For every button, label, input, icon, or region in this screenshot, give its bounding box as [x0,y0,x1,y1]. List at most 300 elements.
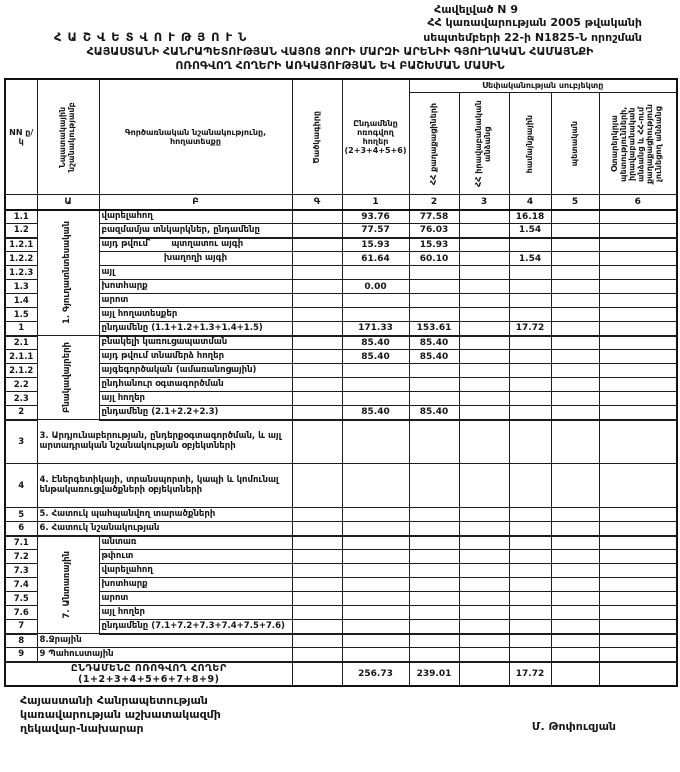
value-cell [599,378,677,392]
value-cell [551,336,599,350]
letter-cell: 5 [551,195,599,210]
value-cell [409,606,459,620]
value-cell [551,210,599,224]
row-label: այգեգործական (ամառանոցային) [99,364,292,378]
table-row [5,350,677,364]
value-cell [342,634,409,648]
table-row [5,308,677,322]
value-cell [509,336,551,350]
value-cell [599,266,677,280]
value-cell [551,634,599,648]
row-label: արոտ [99,294,292,308]
row-label: այլ հողեր [99,606,292,620]
value-cell: 0.00 [342,280,409,294]
appendix-label: Հավելված N 9 [434,3,518,16]
row-number: 2.1.2 [5,364,37,378]
value-cell [342,578,409,592]
value-cell [599,634,677,648]
code-cell [292,522,342,536]
value-cell [599,620,677,634]
row-number: 7.4 [5,578,37,592]
value-cell [509,266,551,280]
value-cell [459,224,509,238]
letter-cell: 2 [409,195,459,210]
section-label [37,336,99,420]
code-cell [292,592,342,606]
table-row [5,508,677,522]
row-label: բնակելի կառուցապատման [99,336,292,350]
value-cell: 1.54 [509,224,551,238]
row-number: 1.4 [5,294,37,308]
code-cell [292,648,342,662]
row-number: 1 [5,322,37,336]
code-cell [292,536,342,550]
value-cell [459,308,509,322]
value-cell [551,252,599,266]
value-cell [409,592,459,606]
value-cell: 60.10 [409,252,459,266]
value-cell [409,564,459,578]
row-number: 2.3 [5,392,37,406]
value-cell [459,350,509,364]
value-cell [551,620,599,634]
code-cell [292,578,342,592]
row-label: 4. Էներգետիկայի, տրանսպորտի, կապի և կոմունալ ենթակառուցվածքների օբյեկտների [37,464,292,508]
value-cell [459,336,509,350]
value-cell [459,522,509,536]
value-cell [599,238,677,252]
value-cell [342,266,409,280]
value-cell: 171.33 [342,322,409,336]
value-cell [551,294,599,308]
value-cell [409,294,459,308]
value-cell: 239.01 [409,662,459,686]
row-label: 8.Ջրային [37,634,292,648]
table-row [5,578,677,592]
value-cell [599,350,677,364]
value-cell [409,378,459,392]
col-header-code: Ծածկագիրը [292,79,342,195]
value-cell [599,364,677,378]
value-cell [459,536,509,550]
value-cell [459,606,509,620]
value-cell: 15.93 [409,238,459,252]
value-cell [551,266,599,280]
value-cell [459,322,509,336]
value-cell [342,392,409,406]
value-cell [409,266,459,280]
table-row [5,322,677,336]
column-letter-row [5,195,677,210]
value-cell [551,224,599,238]
row-number: 2.2 [5,378,37,392]
value-cell [459,280,509,294]
value-cell [459,252,509,266]
letter-cell: 3 [459,195,509,210]
code-cell [292,210,342,224]
table-row [5,210,677,224]
value-cell [459,420,509,464]
value-cell [509,536,551,550]
code-cell [292,336,342,350]
table-row [5,564,677,578]
row-number: 7.6 [5,606,37,620]
table-row [5,550,677,564]
signature-title: Հայաստանի Հանրապետության կառավարության աշխատակազմի ղեկավար-նախարար [20,693,221,736]
row-label: 5. Հատուկ պահպանվող տարածքների [37,508,292,522]
value-cell: 61.64 [342,252,409,266]
code-cell [292,224,342,238]
value-cell [459,364,509,378]
row-number: 1.2.2 [5,252,37,266]
value-cell: 77.57 [342,224,409,238]
value-cell [342,420,409,464]
value-cell [551,392,599,406]
row-label: այդ թվում՝ պտղատու այգի [99,238,292,252]
col-header-ownership-group: Սեփականության սուբյեկտը [409,79,677,93]
value-cell [459,294,509,308]
value-cell [599,252,677,266]
value-cell [459,578,509,592]
value-cell [599,406,677,420]
value-cell [551,508,599,522]
table-row [5,280,677,294]
value-cell [509,350,551,364]
col-header-owner-legal-entities: ՀՀ իրավաբանական անձանց [459,93,509,195]
row-label: այլ հողատեսքեր [99,308,292,322]
value-cell [599,648,677,662]
row-number: 9 [5,648,37,662]
code-cell [292,634,342,648]
code-cell [292,564,342,578]
value-cell: 85.40 [409,350,459,364]
row-label: 3. Արդյունաբերության, ընդերքօգտագործման, և այլ արտադրական նշանակության օբյեկտների [37,420,292,464]
value-cell [599,420,677,464]
col-header-owner-community: համայնքային [509,93,551,195]
code-cell [292,392,342,406]
row-number: 2.1 [5,336,37,350]
col-header-owner-foreign: Օտարերկրյա պետությունների, իրավաբանական անձանց և ՀՀ-ում քաղաքացիություն չունեցող անձանց [599,93,677,195]
value-cell [342,564,409,578]
letter-cell: Գ [292,195,342,210]
section-label [37,536,99,634]
row-number: 7.5 [5,592,37,606]
row-label: այլ [99,266,292,280]
table-row [5,336,677,350]
value-cell: 256.73 [342,662,409,686]
value-cell [509,294,551,308]
row-number: 3 [5,420,37,464]
row-number: 5 [5,508,37,522]
letter-cell: Բ [99,195,292,210]
code-cell [292,508,342,522]
value-cell [509,508,551,522]
row-number: 7.2 [5,550,37,564]
code-cell [292,606,342,620]
value-cell [459,378,509,392]
value-cell [509,238,551,252]
value-cell [409,364,459,378]
page-title [4,45,676,73]
value-cell [551,420,599,464]
value-cell [459,592,509,606]
letter-cell: 6 [599,195,677,210]
value-cell [509,308,551,322]
value-cell [409,620,459,634]
signatory-name: Մ. Թոփուզյան [531,720,616,734]
decision-line: սեպտեմբերի 22-ի N1825-Ն որոշման [423,30,642,44]
value-cell [551,536,599,550]
report-line [4,30,676,44]
table-row [5,592,677,606]
value-cell [409,464,459,508]
table-row [5,224,677,238]
row-label: ընդամենը (1.1+1.2+1.3+1.4+1.5) [99,322,292,336]
value-cell [509,634,551,648]
value-cell: 153.61 [409,322,459,336]
title-line-1: ՀԱՅԱՍՏԱՆԻ ՀԱՆՐԱՊԵՏՈՒԹՅԱՆ ՎԱՅՈՑ ՁՈՐԻ ՄԱՐԶԻ ԱՐԵՆԻԻ ԳՅՈՒՂԱԿԱՆ ՀԱՄԱՅՆՔԻ [86,45,594,59]
row-label: 6. Հատուկ նշանակության [37,522,292,536]
row-label: խոտհարք [99,578,292,592]
table-row [5,536,677,550]
row-label: արոտ [99,592,292,606]
value-cell [509,648,551,662]
value-cell [509,620,551,634]
value-cell [599,662,677,686]
value-cell [409,648,459,662]
row-number: 7.3 [5,564,37,578]
value-cell [551,662,599,686]
value-cell: 16.18 [509,210,551,224]
value-cell [551,322,599,336]
table-row [5,406,677,420]
value-cell: 85.40 [409,406,459,420]
grand-total-row [5,662,677,686]
value-cell [342,364,409,378]
table-row [5,606,677,620]
value-cell: 85.40 [409,336,459,350]
code-cell [292,464,342,508]
value-cell [409,536,459,550]
value-cell [342,294,409,308]
value-cell [599,592,677,606]
code-cell [292,406,342,420]
value-cell [551,378,599,392]
table-row [5,238,677,252]
code-cell [292,378,342,392]
title-line-2: ՈՌՈԳՎՈՂ ՀՈՂԵՐԻ ԱՌԿԱՅՈՒԹՅԱՆ ԵՎ ԲԱՇԽՄԱՆ ՄԱՍԻՆ [175,58,505,72]
value-cell [599,550,677,564]
row-number: 1.2 [5,224,37,238]
code-cell [292,252,342,266]
value-cell: 76.03 [409,224,459,238]
value-cell [551,550,599,564]
value-cell [459,634,509,648]
row-number: 8 [5,634,37,648]
code-cell [292,620,342,634]
row-label: այդ թվում տնամերձ հողեր [99,350,292,364]
code-cell [292,266,342,280]
value-cell [509,406,551,420]
value-cell [409,420,459,464]
document-header [4,3,676,44]
value-cell [551,406,599,420]
value-cell [509,420,551,464]
table-row [5,392,677,406]
col-header-functional: Գործառնական նշանակությունը, հողատեսքը [99,79,292,195]
value-cell [459,508,509,522]
section-label-text: 1. Գյուղատնտեսական [62,221,73,325]
value-cell [509,578,551,592]
report-table [4,78,678,687]
value-cell [509,364,551,378]
value-cell [551,606,599,620]
value-cell [509,378,551,392]
value-cell [599,210,677,224]
row-number: 6 [5,522,37,536]
value-cell [599,336,677,350]
value-cell [599,308,677,322]
table-row [5,252,677,266]
value-cell: 17.72 [509,322,551,336]
row-label: վարելահող [99,564,292,578]
value-cell [409,522,459,536]
code-cell [292,322,342,336]
row-label: թփուտ [99,550,292,564]
value-cell [599,464,677,508]
row-label: ընդհանուր օգտագործման [99,378,292,392]
value-cell [342,550,409,564]
value-cell: 15.93 [342,238,409,252]
value-cell [551,592,599,606]
row-number: 7 [5,620,37,634]
value-cell [409,308,459,322]
value-cell [342,648,409,662]
value-cell [459,564,509,578]
value-cell: 85.40 [342,406,409,420]
value-cell: 85.40 [342,350,409,364]
table-row [5,378,677,392]
value-cell [409,634,459,648]
report-table-body [5,210,677,686]
value-cell [509,522,551,536]
letter-cell: Ա [37,195,99,210]
row-label: խոտհարք [99,280,292,294]
table-row [5,294,677,308]
report-word: ՀԱՇՎԵՏՎՈՒԹՅՈՒՆ [54,29,253,44]
row-number: 1.2.3 [5,266,37,280]
col-header-nn: NN ը/կ [5,79,37,195]
table-row [5,464,677,508]
value-cell [342,592,409,606]
col-header-total: Ընդամենը ոռոգվող հողեր (2+3+4+5+6) [342,79,409,195]
value-cell [459,662,509,686]
value-cell: 85.40 [342,336,409,350]
value-cell [459,266,509,280]
row-number: 1.3 [5,280,37,294]
value-cell [409,392,459,406]
code-cell [292,420,342,464]
row-number: 2 [5,406,37,420]
value-cell [409,550,459,564]
value-cell [342,606,409,620]
value-cell [509,592,551,606]
row-number: 2.1.1 [5,350,37,364]
value-cell [599,392,677,406]
row-label: 9 Պահուստային [37,648,292,662]
value-cell: 1.54 [509,252,551,266]
value-cell [342,308,409,322]
value-cell [459,392,509,406]
government-line: ՀՀ կառավարության 2005 թվականի [427,16,642,30]
col-header-owner-citizens: ՀՀ քաղաքացիների [409,93,459,195]
value-cell [599,322,677,336]
value-cell [342,508,409,522]
value-cell [551,308,599,322]
value-cell [509,606,551,620]
value-cell [599,536,677,550]
letter-cell: 4 [509,195,551,210]
value-cell [599,224,677,238]
code-cell [292,280,342,294]
row-label: ընդամենը (2.1+2.2+2.3) [99,406,292,420]
value-cell [459,238,509,252]
value-cell: 17.72 [509,662,551,686]
value-cell [551,464,599,508]
value-cell [342,378,409,392]
table-row [5,420,677,464]
value-cell [342,522,409,536]
value-cell [409,508,459,522]
value-cell [509,564,551,578]
row-number: 1.1 [5,210,37,224]
row-number: 4 [5,464,37,508]
value-cell [551,238,599,252]
value-cell [551,578,599,592]
code-cell [292,364,342,378]
value-cell [409,578,459,592]
value-cell [509,464,551,508]
value-cell [599,564,677,578]
value-cell [551,350,599,364]
value-cell [551,648,599,662]
grand-total-label: ԸՆԴԱՄԵՆԸ ՈՌՈԳՎՈՂ ՀՈՂԵՐ (1+2+3+4+5+6+7+8+9) [5,662,292,686]
value-cell [342,620,409,634]
table-row [5,620,677,634]
code-cell [292,308,342,322]
row-number: 1.2.1 [5,238,37,252]
value-cell [459,550,509,564]
value-cell [551,364,599,378]
row-label: խաղողի այգի [99,252,292,266]
code-cell [292,350,342,364]
value-cell [459,464,509,508]
row-number: 1.5 [5,308,37,322]
value-cell [599,508,677,522]
row-label: անտառ [99,536,292,550]
value-cell [459,210,509,224]
value-cell [459,620,509,634]
row-label: ընդամենը (7.1+7.2+7.3+7.4+7.5+7.6) [99,620,292,634]
value-cell [551,564,599,578]
row-label: այլ հողեր [99,392,292,406]
code-cell [292,294,342,308]
row-number: 7.1 [5,536,37,550]
value-cell [551,280,599,294]
value-cell [342,536,409,550]
table-row [5,522,677,536]
value-cell [459,406,509,420]
